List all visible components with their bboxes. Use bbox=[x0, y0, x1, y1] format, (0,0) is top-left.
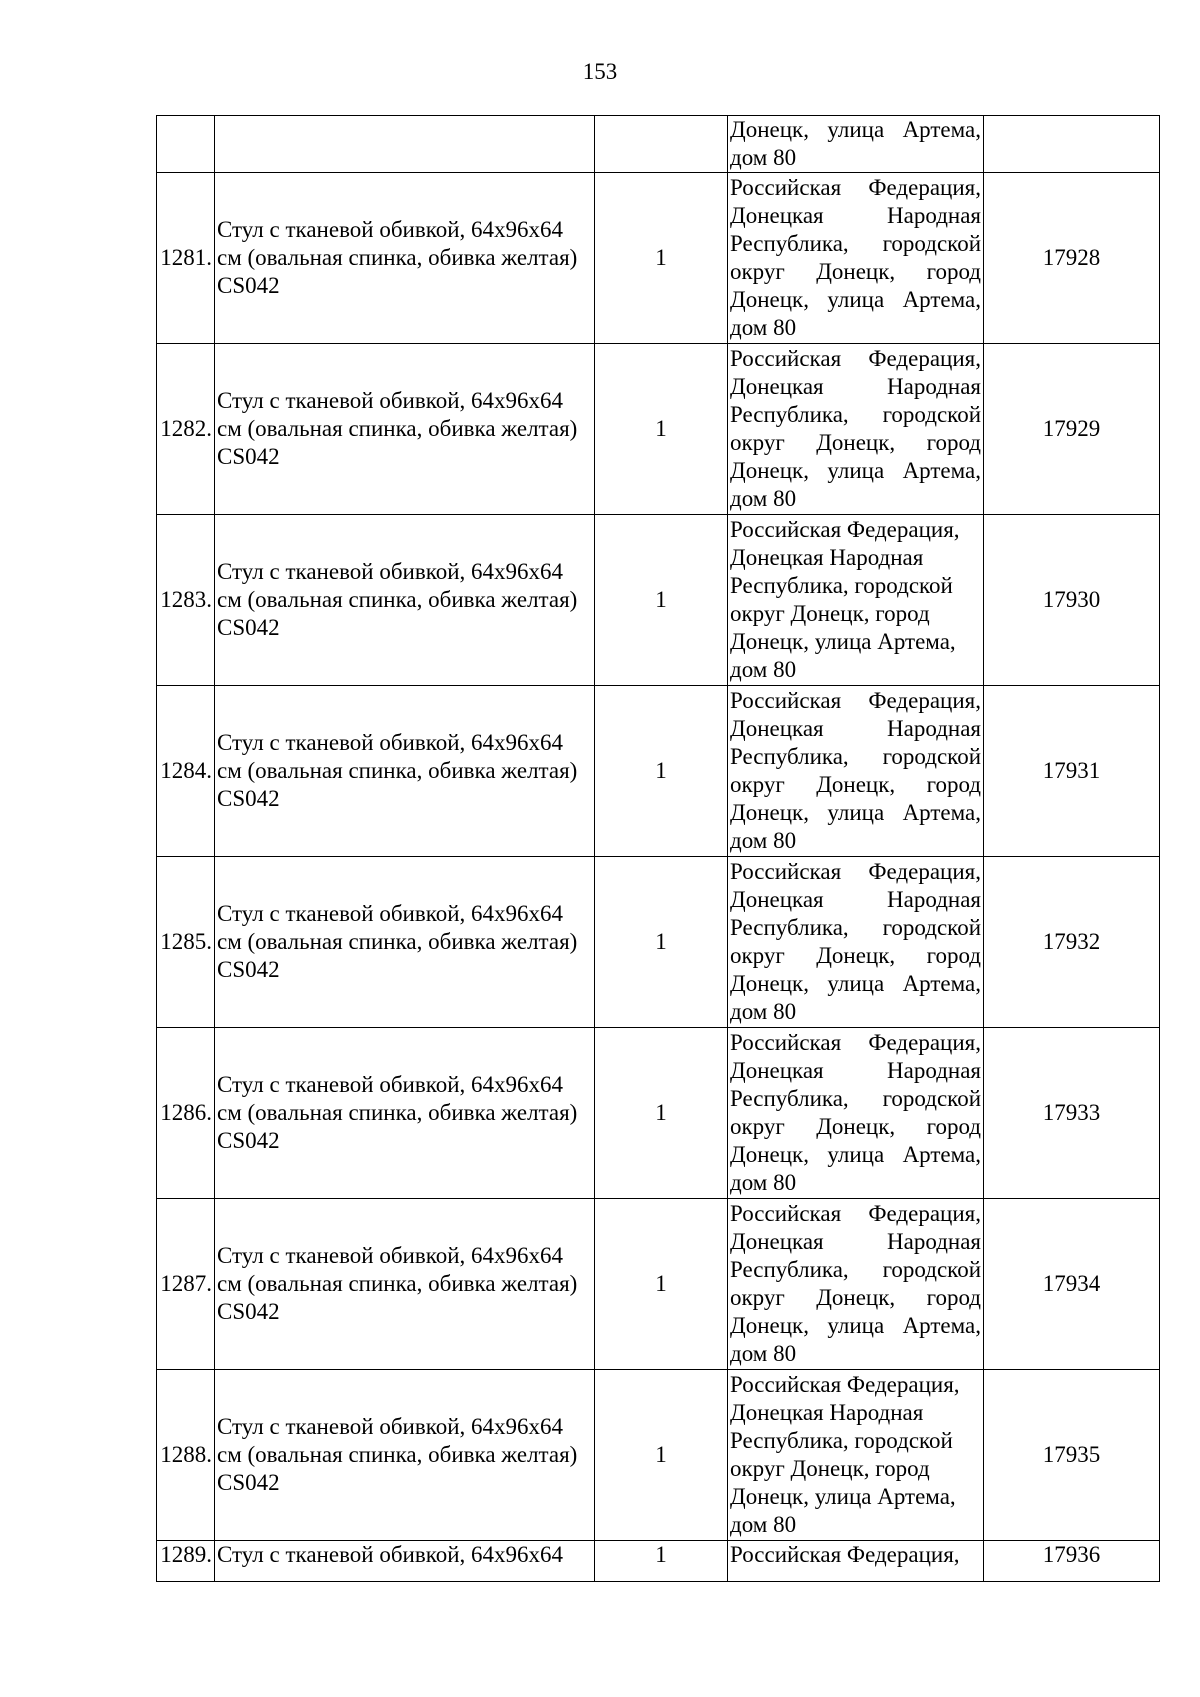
item-name: Стул с тканевой обивкой, 64x96x64 см (овальная спинка, обивка желтая) CS042 bbox=[215, 515, 595, 686]
item-name: Стул с тканевой обивкой, 64x96x64 см (овальная спинка, обивка желтая) CS042 bbox=[215, 857, 595, 1028]
row-number bbox=[157, 116, 215, 173]
item-name: Стул с тканевой обивкой, 64x96x64 см (овальная спинка, обивка желтая) CS042 bbox=[215, 173, 595, 344]
row-number: 1282. bbox=[157, 344, 215, 515]
item-quantity bbox=[595, 116, 728, 173]
item-address: Российская Федерация, Донецкая Народная Республика, городской округ Донецк, город Донецк, улица Артема, дом 80 bbox=[728, 1028, 984, 1199]
item-address: Донецк, улица Артема, дом 80 bbox=[728, 116, 984, 173]
row-number: 1286. bbox=[157, 1028, 215, 1199]
inventory-number: 17930 bbox=[984, 515, 1160, 686]
item-address: Российская Федерация, bbox=[728, 1541, 984, 1582]
item-quantity: 1 bbox=[595, 1370, 728, 1541]
item-address: Российская Федерация, Донецкая Народная Республика, городской округ Донецк, город Донецк, улица Артема, дом 80 bbox=[728, 173, 984, 344]
item-quantity: 1 bbox=[595, 515, 728, 686]
table-row bbox=[157, 857, 1160, 1028]
row-number: 1289. bbox=[157, 1541, 215, 1582]
inventory-number: 17936 bbox=[984, 1541, 1160, 1582]
item-name: Стул с тканевой обивкой, 64x96x64 см (овальная спинка, обивка желтая) CS042 bbox=[215, 686, 595, 857]
item-name: Стул с тканевой обивкой, 64x96x64 см (овальная спинка, обивка желтая) CS042 bbox=[215, 1028, 595, 1199]
item-quantity: 1 bbox=[595, 1028, 728, 1199]
table-row bbox=[157, 1028, 1160, 1199]
item-address: Российская Федерация, Донецкая Народная Республика, городской округ Донецк, город Донецк, улица Артема, дом 80 bbox=[728, 686, 984, 857]
inventory-number: 17935 bbox=[984, 1370, 1160, 1541]
table-row-continuation bbox=[157, 116, 1160, 173]
inventory-number: 17934 bbox=[984, 1199, 1160, 1370]
item-address: Российская Федерация, Донецкая Народная Республика, городской округ Донецк, город Донецк, улица Артема, дом 80 bbox=[728, 1199, 984, 1370]
item-name bbox=[215, 116, 595, 173]
row-number: 1283. bbox=[157, 515, 215, 686]
row-number: 1288. bbox=[157, 1370, 215, 1541]
table-row bbox=[157, 344, 1160, 515]
item-name: Стул с тканевой обивкой, 64x96x64 см (овальная спинка, обивка желтая) CS042 bbox=[215, 1199, 595, 1370]
inventory-table bbox=[156, 115, 1160, 1582]
inventory-number: 17933 bbox=[984, 1028, 1160, 1199]
row-number: 1281. bbox=[157, 173, 215, 344]
page-number: 153 bbox=[582, 59, 618, 84]
inventory-number bbox=[984, 116, 1160, 173]
inventory-number: 17929 bbox=[984, 344, 1160, 515]
item-address: Российская Федерация, Донецкая Народная Республика, городской округ Донецк, город Донецк, улица Артема, дом 80 bbox=[728, 515, 984, 686]
item-quantity: 1 bbox=[595, 686, 728, 857]
item-name: Стул с тканевой обивкой, 64x96x64 см (овальная спинка, обивка желтая) CS042 bbox=[215, 1370, 595, 1541]
table-row bbox=[157, 173, 1160, 344]
table-row bbox=[157, 515, 1160, 686]
item-quantity: 1 bbox=[595, 344, 728, 515]
item-name: Стул с тканевой обивкой, 64x96x64 см (овальная спинка, обивка желтая) CS042 bbox=[215, 344, 595, 515]
table-row bbox=[157, 1541, 1160, 1582]
item-quantity: 1 bbox=[595, 857, 728, 1028]
item-name: Стул с тканевой обивкой, 64x96x64 bbox=[215, 1541, 595, 1582]
row-number: 1284. bbox=[157, 686, 215, 857]
item-quantity: 1 bbox=[595, 1199, 728, 1370]
row-number: 1287. bbox=[157, 1199, 215, 1370]
item-quantity: 1 bbox=[595, 1541, 728, 1582]
item-quantity: 1 bbox=[595, 173, 728, 344]
item-address: Российская Федерация, Донецкая Народная Республика, городской округ Донецк, город Донецк, улица Артема, дом 80 bbox=[728, 1370, 984, 1541]
item-address: Российская Федерация, Донецкая Народная Республика, городской округ Донецк, город Донецк, улица Артема, дом 80 bbox=[728, 344, 984, 515]
inventory-number: 17928 bbox=[984, 173, 1160, 344]
item-address: Российская Федерация, Донецкая Народная Республика, городской округ Донецк, город Донецк, улица Артема, дом 80 bbox=[728, 857, 984, 1028]
inventory-number: 17931 bbox=[984, 686, 1160, 857]
table-row bbox=[157, 1370, 1160, 1541]
table-row bbox=[157, 1199, 1160, 1370]
inventory-number: 17932 bbox=[984, 857, 1160, 1028]
table-row bbox=[157, 686, 1160, 857]
row-number: 1285. bbox=[157, 857, 215, 1028]
